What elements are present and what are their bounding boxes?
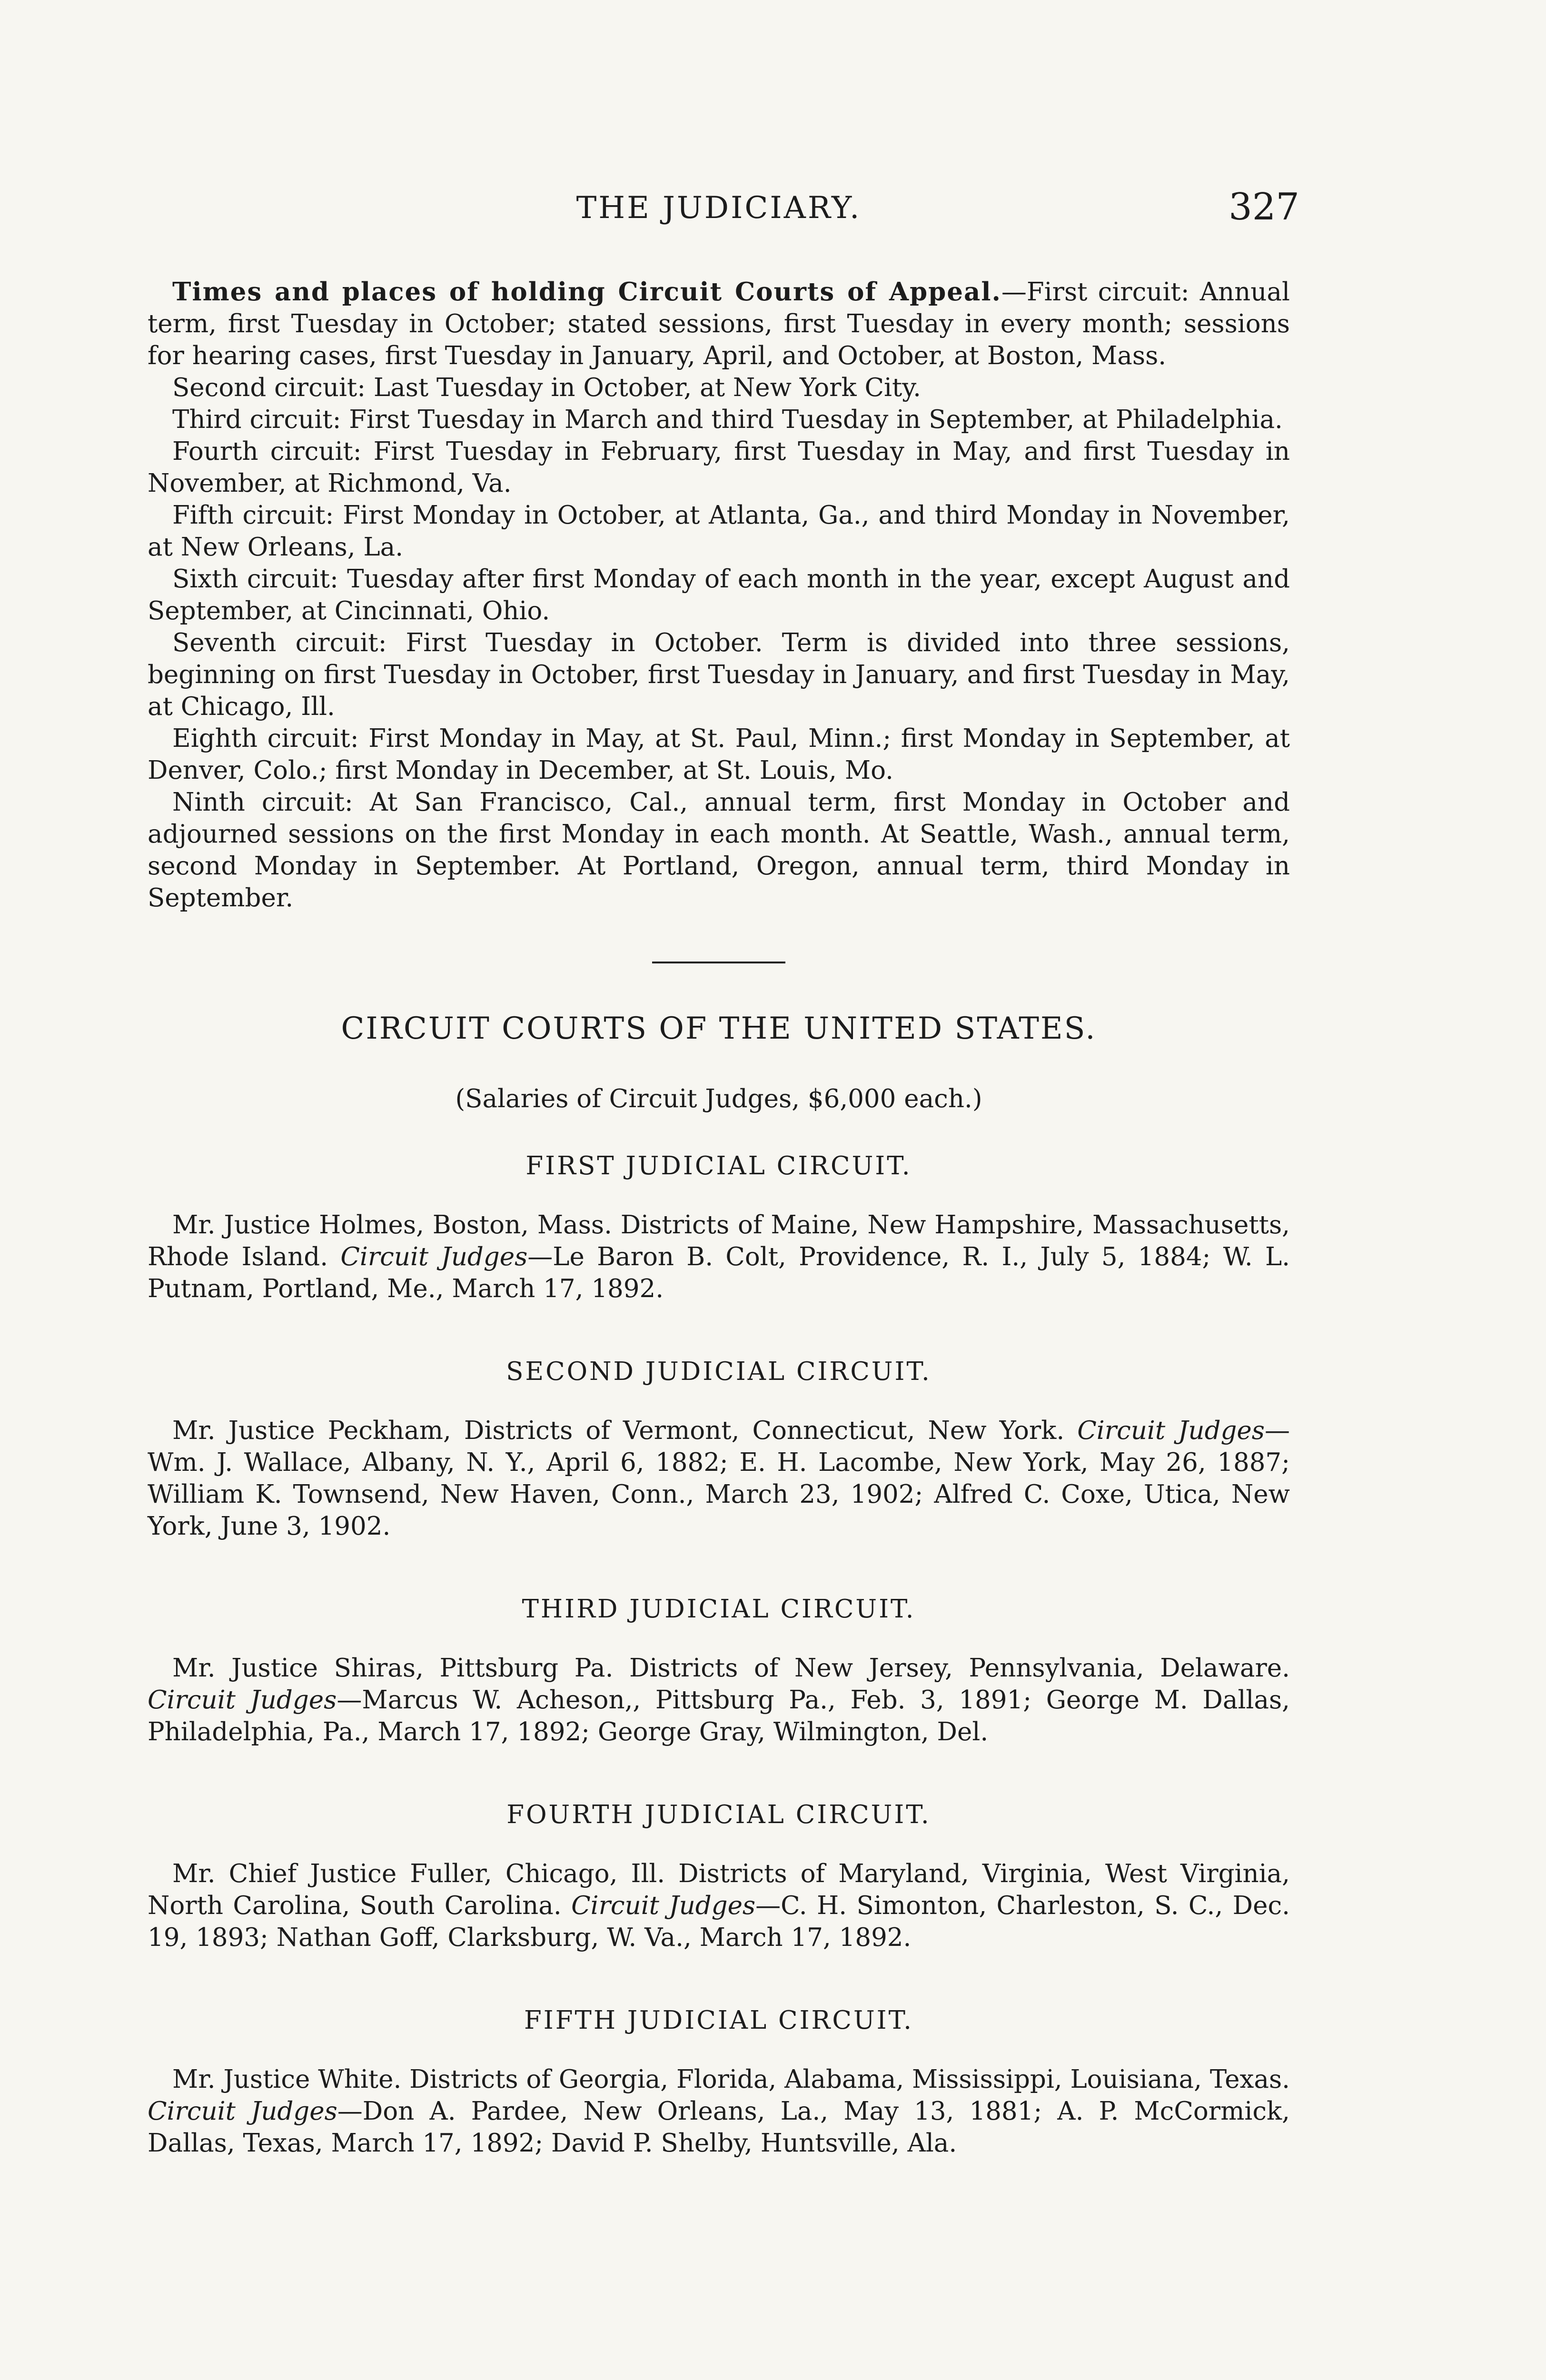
circuit-entry-third	[148, 1652, 1290, 1748]
circuit-entry-second	[148, 1415, 1290, 1542]
section-divider	[652, 962, 785, 963]
circuit-heading-first: FIRST JUDICIAL CIRCUIT.	[525, 1151, 912, 1180]
appeals-lead: Times and places of holding Circuit Courts of Appeal.	[172, 277, 1001, 307]
circuit-entry-first	[148, 1209, 1290, 1305]
running-head	[148, 186, 1299, 238]
salaries-note: (Salaries of Circuit Judges, $6,000 each.)	[455, 1084, 982, 1113]
appeals-ninth-circuit: Ninth circuit: At San Francisco, Cal., annual term, first Monday in October and adjourned sessions on the first Monday in each month. At Seattle, Wash., annual term, second Monday in September. At Portland, Oregon, annual term, third Monday in September.	[148, 788, 1290, 912]
circuit-heading-second: SECOND JUDICIAL CIRCUIT.	[506, 1357, 932, 1386]
circuit-entry-text: Mr. Justice Holmes, Boston, Mass. Districts of Maine, New Hampshire, Massachusetts, Rhode Island.	[148, 1210, 1290, 1271]
circuit-judges-label: Circuit Judges	[1077, 1416, 1265, 1445]
circuit-entry-judges: —Wm. J. Wallace, Albany, N. Y., April 6, 1882; E. H. Lacombe, New York, May 26, 1887; William K. Townsend, New Haven, Conn., March 23, 1902; Alfred C. Coxe, Utica, New York, June 3, 1902.	[148, 1416, 1290, 1541]
circuit-entry-text: Mr. Justice Peckham, Districts of Vermont, Connecticut, New York.	[172, 1416, 1078, 1445]
running-title: THE JUDICIARY.	[576, 190, 862, 226]
book-page	[148, 186, 1299, 2159]
circuit-courts-of-appeal-section	[148, 276, 1290, 914]
appeals-seventh-circuit: Seventh circuit: First Tuesday in October. Term is divided into three sessions, beginning on first Tuesday in October, first Tuesday in January, and first Tuesday in May, at Chicago, Ill.	[148, 628, 1290, 721]
circuit-judges-label: Circuit Judges	[148, 1686, 337, 1715]
circuit-entry-text: Mr. Justice Shiras, Pittsburg Pa. Districts of New Jersey, Pennsylvania, Delaware.	[172, 1654, 1290, 1683]
section-title: CIRCUIT COURTS OF THE UNITED STATES.	[341, 1011, 1097, 1046]
circuit-entry-fifth	[148, 2063, 1290, 2159]
circuit-entry-judges: —Le Baron B. Colt, Providence, R. I., July 5, 1884; W. L. Putnam, Portland, Me., March 17, 1892.	[148, 1242, 1290, 1303]
circuit-entry-text: Mr. Justice White. Districts of Georgia, Florida, Alabama, Mississippi, Louisiana, Texas.	[172, 2065, 1290, 2094]
appeals-fifth-circuit: Fifth circuit: First Monday in October, at Atlanta, Ga., and third Monday in November, at New Orleans, La.	[148, 501, 1290, 562]
appeals-second-circuit: Second circuit: Last Tuesday in October, at New York City.	[172, 373, 922, 402]
page-number: 327	[1229, 186, 1299, 228]
circuit-entry-judges: —Don A. Pardee, New Orleans, La., May 13, 1881; A. P. McCormick, Dallas, Texas, March 17, 1892; David P. Shelby, Huntsville, Ala.	[148, 2097, 1290, 2158]
circuit-heading-fourth: FOURTH JUDICIAL CIRCUIT.	[506, 1800, 931, 1829]
circuit-heading-fifth: FIFTH JUDICIAL CIRCUIT.	[524, 2006, 913, 2035]
circuit-heading-third: THIRD JUDICIAL CIRCUIT.	[522, 1595, 916, 1624]
circuit-judges-label: Circuit Judges	[571, 1891, 756, 1920]
appeals-sixth-circuit: Sixth circuit: Tuesday after first Monday of each month in the year, except August and September, at Cincinnati, Ohio.	[148, 565, 1290, 625]
appeals-first-circuit	[148, 276, 1290, 372]
appeals-third-circuit: Third circuit: First Tuesday in March and third Tuesday in September, at Philadelphia.	[172, 405, 1283, 434]
circuit-entry-text: Mr. Chief Justice Fuller, Chicago, Ill. Districts of Maryland, Virginia, West Virginia, North Carolina, South Carolina.	[148, 1859, 1290, 1920]
appeals-eighth-circuit: Eighth circuit: First Monday in May, at St. Paul, Minn.; first Monday in September, at Denver, Colo.; first Monday in December, at St. Louis, Mo.	[148, 724, 1290, 785]
appeals-fourth-circuit: Fourth circuit: First Tuesday in February, first Tuesday in May, and first Tuesday in November, at Richmond, Va.	[148, 437, 1290, 498]
circuit-entry-fourth	[148, 1858, 1290, 1954]
circuit-judges-label: Circuit Judges	[148, 2097, 337, 2126]
appeals-first-circuit-text: —First circuit: Annual term, first Tuesday in October; stated sessions, first Tuesday in every month; sessions for hearing cases, first Tuesday in January, April, and October, at Boston, Mass.	[148, 278, 1290, 370]
circuit-entry-judges: —Marcus W. Acheson,, Pittsburg Pa., Feb. 3, 1891; George M. Dallas, Philadelphia, Pa., March 17, 1892; George Gray, Wilmington, Del.	[148, 1686, 1290, 1746]
circuit-entry-judges: —C. H. Simonton, Charleston, S. C., Dec. 19, 1893; Nathan Goff, Clarksburg, W. Va., March 17, 1892.	[148, 1891, 1290, 1952]
circuit-judges-label: Circuit Judges	[340, 1242, 528, 1271]
